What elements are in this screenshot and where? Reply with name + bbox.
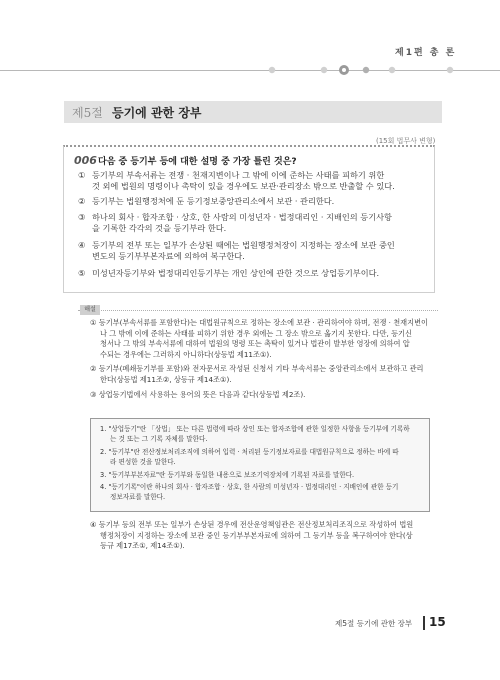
section-title: 등기에 관한 장부 bbox=[112, 106, 202, 120]
option-3: ③ 하나의 회사 · 합자조합 · 상호, 한 사람의 미성년자 · 법정대리인 · 지배인의 등기사항 을 기록한 각각의 것을 등기부라 한다. bbox=[78, 212, 392, 233]
page-number: 15 bbox=[429, 615, 446, 629]
question-number: 006 bbox=[74, 154, 97, 167]
explanation-item-4: ④ 등기부 등의 전부 또는 일부가 손상된 경우에 전산운영책임관은 전산정보처리조직으로 작성하여 법원 행정처장이 지정하는 장소에 보관 중인 등기부부본자료에 의하여 그 등기부 등을 복구하여야 한다(상 등규 제17조①, 제14조①). bbox=[90, 520, 414, 550]
option-1: ① 등기부의 부속서류는 전쟁 · 천재지변이나 그 밖에 이에 준하는 사태를 피하기 위한 것 외에 법원의 명령이나 촉탁이 있을 경우에도 보관·관리장소 밖으로 반출할 수 있다. bbox=[78, 170, 395, 191]
option-2: ② 등기부는 법원행정처에 둔 등기정보중앙관리소에서 보관 · 관리한다. bbox=[78, 196, 335, 206]
explanation-item-3: ③ 상업등기법에서 사용하는 용어의 뜻은 다음과 같다(상등법 제2조). bbox=[90, 390, 306, 399]
definition-4: 4. "등기기록"이란 하나의 회사 · 합자조합 · 상호, 한 사람의 미성년자 · 법정대리인 · 지배인에 관한 등기 정보자료를 말한다. bbox=[100, 483, 399, 501]
chapter-label: 제1편 총 론 bbox=[395, 48, 457, 58]
explanation-divider bbox=[78, 310, 438, 312]
definition-1: 1. "상업등기"란 「상법」 또는 다른 법령에 따라 상인 또는 합자조합에 관한 일정한 사항을 등기부에 기록하 는 것 또는 그 기록 자체를 말한다. bbox=[100, 425, 410, 443]
section-number: 제5절 bbox=[72, 106, 103, 120]
footer-divider bbox=[423, 616, 425, 630]
option-4: ④ 등기부의 전부 또는 일부가 손상된 때에는 법원행정처장이 지정하는 장소에 보관 중인 변도의 등기부부본자료에 의하여 복구한다. bbox=[78, 240, 395, 261]
option-5: ⑤ 미성년자등기부와 법정대리인등기부는 개인 상인에 관한 것으로 상업등기부이다. bbox=[78, 268, 380, 278]
exam-reference: (15회 법무사 변형) bbox=[376, 137, 436, 145]
definition-2: 2. "등기부"란 전산정보처리조직에 의하여 입력 · 처리된 등기정보자료를 대법원규칙으로 정하는 바에 따 라 편성한 것을 말한다. bbox=[100, 448, 399, 466]
header-dots-decoration bbox=[262, 58, 462, 78]
explanation-item-2: ② 등기부(폐쇄등기부를 포함)와 전자문서로 작성된 신청서 기타 부속서류는 중앙관리소에서 보관하고 관리 한다(상등법 제11조②, 상등규 제14조①). bbox=[90, 364, 424, 384]
footer-section-title: 제5절 등기에 관한 장부 bbox=[335, 619, 413, 628]
definition-3: 3. "등기부부본자료"란 등기부와 동일한 내용으로 보조기억장치에 기록된 자료를 말한다. bbox=[100, 471, 355, 479]
question-text: 다음 중 등기부 등에 대한 설명 중 가장 틀린 것은? bbox=[98, 157, 297, 167]
explanation-item-1: ① 등기부(부속서류를 포함한다)는 대법원규칙으로 정하는 장소에 보관 · 관리하여야 하며, 전쟁 · 천재지변이 나 그 밖에 이에 준하는 사태를 피하기 위한 경우 외에는 그 장소 밖으로 옮기지 못한다. 다만, 등기신 청서나 그 밖의 부속서류에 대하여 법원의 명령 또는 촉탁이 있거나 법관이 발부한 영장에 의하여 압 수되는 경우에는 그러하지 아니하다(상등법 제11조①). bbox=[90, 318, 428, 359]
explanation-tab: 해설 bbox=[80, 305, 100, 315]
